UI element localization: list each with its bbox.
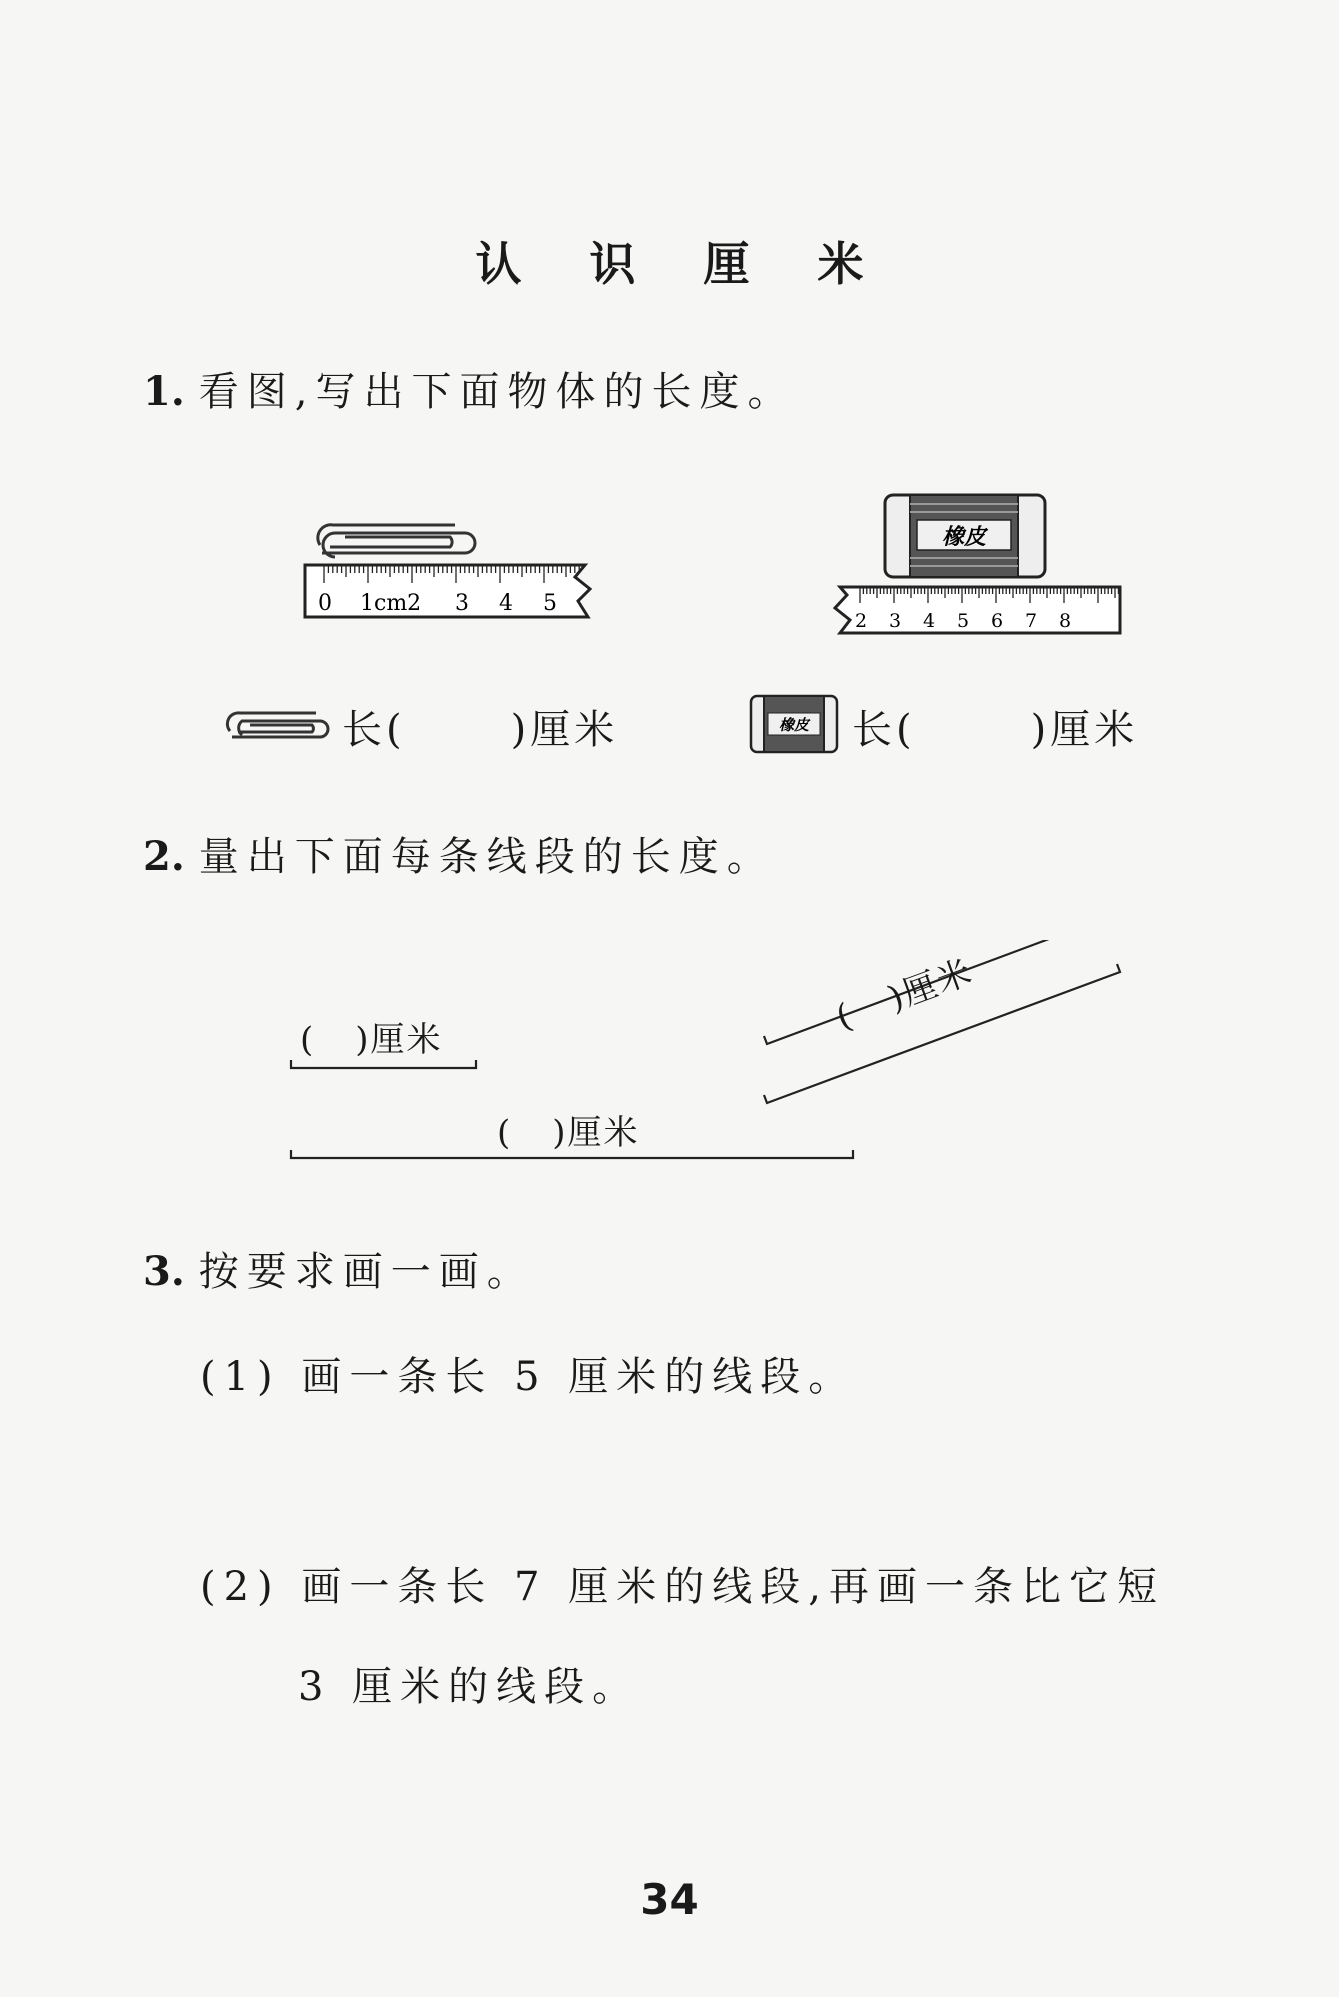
eraser-small-icon bbox=[748, 693, 840, 755]
eraser-label: 橡皮 bbox=[941, 524, 987, 550]
paperclip-small-icon bbox=[220, 705, 340, 745]
ruler-1-label: 0 bbox=[318, 591, 332, 616]
ruler-2-label: 2 bbox=[855, 610, 868, 632]
segment-blank[interactable] bbox=[856, 1011, 894, 1025]
paperclip-icon bbox=[318, 525, 475, 557]
question-text: 看图,写出下面物体的长度。 bbox=[198, 369, 796, 415]
answer-close: )厘米 bbox=[1030, 707, 1139, 753]
ruler-2 bbox=[835, 587, 1120, 633]
segment-long-label: ( )厘米 bbox=[497, 1113, 640, 1153]
segment-short bbox=[291, 1060, 476, 1068]
answer-eraser bbox=[852, 698, 1138, 755]
ruler-1-label: 3 bbox=[455, 591, 469, 616]
ruler-1-label: 5 bbox=[543, 591, 557, 616]
question-3-item-2-cont: 3 厘米的线段。 bbox=[298, 1664, 641, 1710]
page-number: 34 bbox=[640, 1875, 699, 1924]
ruler-2-label: 3 bbox=[889, 610, 902, 632]
paperclip-ruler-figure bbox=[300, 505, 600, 630]
question-3-item-1: (1) 画一条长 5 厘米的线段。 bbox=[200, 1354, 857, 1400]
question-number: 2. bbox=[143, 833, 185, 880]
question-text: 按要求画一画。 bbox=[198, 1249, 535, 1295]
ruler-1 bbox=[305, 565, 590, 617]
answer-close: )厘米 bbox=[510, 707, 619, 753]
answer-open: 长( bbox=[852, 707, 916, 753]
answer-paperclip bbox=[342, 698, 618, 755]
question-2 bbox=[143, 825, 775, 882]
eraser-icon bbox=[885, 495, 1045, 577]
question-number: 3. bbox=[143, 1248, 185, 1295]
ruler-2-label: 7 bbox=[1025, 610, 1038, 632]
segment-diagonal-label: ( )厘米 bbox=[830, 951, 979, 1039]
answer-open: 长( bbox=[342, 707, 406, 753]
ruler-2-label: 6 bbox=[991, 610, 1004, 632]
question-number: 1. bbox=[143, 368, 185, 415]
question-1 bbox=[143, 360, 795, 417]
line-segments bbox=[0, 940, 1339, 1170]
ruler-2-label: 8 bbox=[1059, 610, 1072, 632]
ruler-1-label: 4 bbox=[499, 591, 513, 616]
page-title: 认 识 厘 米 bbox=[475, 237, 890, 291]
question-text: 量出下面每条线段的长度。 bbox=[198, 834, 775, 880]
eraser-ruler-figure bbox=[825, 490, 1125, 640]
ruler-2-label: 5 bbox=[957, 610, 970, 632]
ruler-1-label: 1cm2 bbox=[360, 591, 422, 616]
ruler-2-label: 4 bbox=[923, 610, 936, 632]
eraser-small-label: 橡皮 bbox=[778, 716, 810, 734]
segment-short-label: ( )厘米 bbox=[300, 1020, 443, 1060]
question-3-item-2: (2) 画一条长 7 厘米的线段,再画一条比它短 bbox=[200, 1564, 1165, 1610]
question-3 bbox=[143, 1240, 535, 1297]
